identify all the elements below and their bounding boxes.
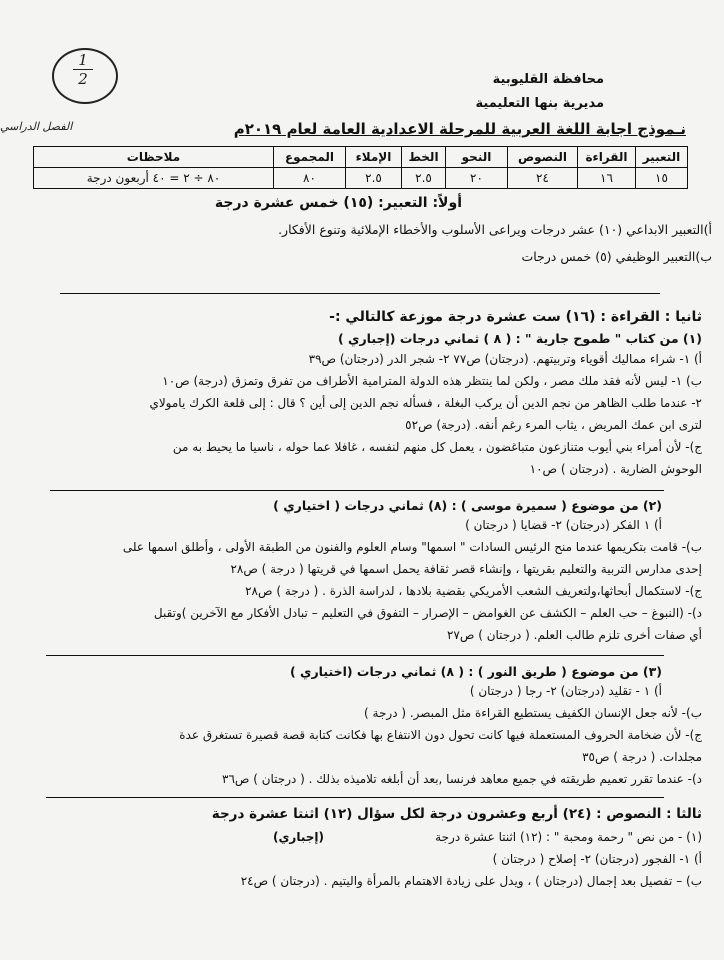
reading-q2-b2: إحدى مدارس التربية والتعليم بقريتها ، وإنشاء قصر ثقافة يحمل اسمها في قريتها ( درجة ) ص٢٨ xyxy=(230,562,702,576)
divider xyxy=(50,490,664,491)
value-cell: ١٥ xyxy=(636,168,688,189)
page-title: نـموذج اجابة اللغة العربية للمرحلة الاعدادية العامة لعام ٢٠١٩م xyxy=(233,120,686,138)
reading-q1-title: (١) من كتاب " طموح جارية " : ( ٨ ) ثماني درجات (إجباري ) xyxy=(337,331,702,346)
reading-q3-c2: مجلدات. ( درجة ) ص٣٥ xyxy=(582,750,702,764)
texts-q1-title: (١) - من نص " رحمة ومحبة " : (١٢) اثنتا عشرة درجة xyxy=(435,830,702,844)
grades-header-row xyxy=(34,147,688,168)
value-cell: ٨٠ ÷ ٢ = ٤٠ أربعون درجة xyxy=(34,168,274,189)
header-cell: النصوص xyxy=(508,147,578,168)
reading-q3-d: د)- عندما تقرر تعميم طريقته في جميع معاهد فرنسا ,بعد أن أبلغه تلاميذه بذلك . ( درجتان ) ص٣٦ xyxy=(222,772,702,786)
value-cell: ٨٠ xyxy=(274,168,346,189)
reading-q2-b1: ب)- قامت بتكريمها عندما منح الرئيس السادات " اسمها" وسام العلوم والفنون من الطبقة الأولى ، وأطلق اسمها على xyxy=(122,540,702,554)
reading-q2-a: أ) ١ الفكر (درجتان) ٢- قضايا ( درجتان ) xyxy=(465,518,662,532)
value-cell: ٢٠ xyxy=(446,168,508,189)
header-cell: الإملاء xyxy=(346,147,402,168)
reading-q3-b: ب)- لأنه جعل الإنسان الكفيف يستطيع القراءة مثل المبصر. ( درجة ) xyxy=(364,706,702,720)
header-cell: الخط xyxy=(402,147,446,168)
header-cell: المجموع xyxy=(274,147,346,168)
divider xyxy=(46,797,664,798)
divider xyxy=(60,293,660,294)
section3-title: ثالثا : النصوص : (٢٤) أربع وعشرون درجة لكل سؤال (١٢) اثنتا عشرة درجة xyxy=(211,806,702,822)
reading-q1-b1: ب) ١- ليس لأنه فقد ملك مصر ، ولكن لما ينتظر هذه الدولة المترامية الأطراف من تفرق وتمزق (درجة) ص١٠ xyxy=(162,374,702,388)
texts-q1-a: أ) ١- الفجور (درجتان) ٢- إصلاح ( درجتان ) xyxy=(492,852,702,866)
value-cell: ١٦ xyxy=(578,168,636,189)
divider xyxy=(46,655,664,656)
value-cell: ٢.٥ xyxy=(346,168,402,189)
reading-q1-c2: الوحوش الضارية . (درجتان ) ص١٠ xyxy=(529,462,702,476)
header-cell: التعبير xyxy=(636,147,688,168)
fraction-bottom: 2 xyxy=(78,70,88,88)
section1-title: أولاً: التعبير: (١٥) خمس عشرة درجة xyxy=(214,195,462,211)
value-cell: ٢٤ xyxy=(508,168,578,189)
section1-line-b: ب)التعبير الوظيفي (٥) خمس درجات xyxy=(521,249,712,264)
reading-q1-c1: ج)- لأن أمراء بني أيوب متنازعون متباغضون ، يعمل كل منهم لنفسه ، غافلا عما حوله ، ناسيا ما يحيط به من xyxy=(172,440,702,454)
header-cell: القراءة xyxy=(578,147,636,168)
section1-line-a: أ)التعبير الابداعي (١٠) عشر درجات ويراعى الأسلوب والأخطاء الإملائية وتنوع الأفكار. xyxy=(278,222,712,237)
handwritten-fraction xyxy=(73,52,93,87)
value-cell: ٢.٥ xyxy=(402,168,446,189)
directorate-label: مديرية بنها التعليمية xyxy=(475,96,604,111)
reading-q2-d2: أي صفات أخرى تلزم طالب العلم. ( درجتان ) ص٢٧ xyxy=(446,628,702,642)
section2-title: ثانيا : القراءة : (١٦) ست عشرة درجة موزعة كالتالي :- xyxy=(329,309,702,325)
governorate-label: محافظة القليوبية xyxy=(492,72,604,87)
reading-q1-b2: ٢- عندما طلب الظاهر من نجم الدين أن يركب البغلة ، فسأله نجم الدين إلى أين ؟ قال : إلى قلعة الكرك يامولاي xyxy=(149,396,702,410)
grades-table xyxy=(33,146,688,189)
reading-q2-c: ج)- لاستكمال أبحاثها،ولتعريف الشعب الأمريكي بقضية بلادها ، لدراسة الذرة . ( درجة ) ص٢٨ xyxy=(245,584,702,598)
texts-q1-b: ب) – تفصيل بعد إجمال (درجتان ) ، ويدل على زيادة الاهتمام بالمرأة واليتيم . (درجتان ) ص٢٤ xyxy=(240,874,702,888)
reading-q2-d1: د)- (النبوغ – حب العلم – الكشف عن الغوامض – الإصرار – التفوق في التعليم – تبادل الأفكار مع الآخرين )وتقبل xyxy=(153,606,702,620)
handwritten-side-note: الفصل الدراسي xyxy=(0,120,73,133)
reading-q3-c1: ج)- لأن ضخامة الحروف المستعملة فيها كانت تحول دون الانتفاع بها فكانت كتابة قصة قصيرة تستغرق عدة xyxy=(179,728,702,742)
grades-values-row xyxy=(34,168,688,189)
reading-q1-a: أ) ١- شراء مماليك أقوياء وتربيتهم. (درجتان) ص٧٧ ٢- شجر الدر (درجتان) ص٣٩ xyxy=(308,352,702,366)
reading-q2-title: (٢) من موضوع ( سميرة موسى ) : (٨) ثماني درجات ( اختياري ) xyxy=(273,498,662,513)
reading-q3-a: أ) ١ - تقليد (درجتان) ٢- رجا ( درجتان ) xyxy=(469,684,662,698)
fraction-top: 1 xyxy=(78,51,88,69)
header-cell: ملاحظات xyxy=(34,147,274,168)
reading-q3-title: (٣) من موضوع ( طريق النور ) : ( ٨) ثماني درجات (اختياري ) xyxy=(289,664,662,679)
reading-q1-b3: لترى ابن عمك المريض ، يثاب المرء رغم أنفه. (درجة) ص٥٢ xyxy=(405,418,702,432)
texts-q1-tag: (إجباري) xyxy=(272,830,324,844)
header-cell: النحو xyxy=(446,147,508,168)
